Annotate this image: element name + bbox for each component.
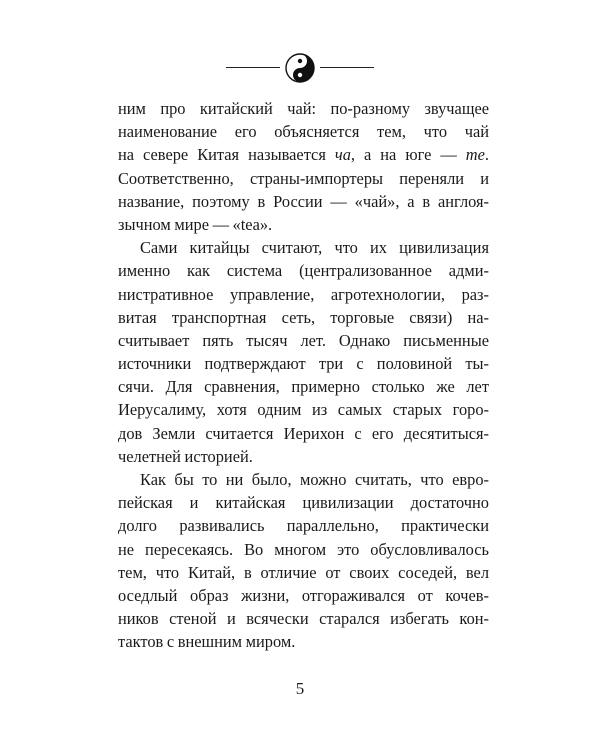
text-line: сячи. Для сравнения, примерно столько же лет — [118, 377, 489, 397]
text-line: нистративное управление, агротехнологии, раз- — [118, 284, 489, 304]
yin-yang-icon — [285, 53, 315, 83]
text-line: наименование его объясняется тем, что чай — [118, 122, 489, 142]
header-ornament — [0, 48, 600, 88]
paragraph — [118, 97, 489, 236]
text-line: источники подтверждают три с половиной ты- — [118, 354, 489, 374]
text-line: пейская и китайская цивилизации достаточно — [118, 493, 489, 513]
text-line: витая транспортная сеть, торговые связи) на- — [118, 307, 489, 327]
text-line: именно как система (централизованное адми- — [118, 261, 489, 281]
text-line: тактов с внешним миром. — [118, 632, 296, 652]
text-line: тем, что Китай, в отличие от своих соседей, вел — [118, 562, 489, 582]
body-text — [118, 97, 489, 654]
text-line: Сами китайцы считают, что их цивилизация — [140, 238, 489, 258]
paragraph — [118, 468, 489, 654]
text-line: Иерусалиму, хотя одним из самых старых горо- — [118, 400, 489, 420]
ornament-line-left — [226, 67, 280, 68]
page-number: 5 — [295, 679, 305, 698]
text-line: не пересекаясь. Во многом это обусловливалось — [118, 539, 489, 559]
text-line: оседлый образ жизни, отгораживался от кочев- — [118, 585, 489, 605]
text-line: челетней историей. — [118, 446, 253, 466]
text-line: Как бы то ни было, можно считать, что евро- — [140, 470, 489, 489]
text-line: ним про китайский чай: по-разному звучащее — [118, 99, 489, 118]
text-line: на севере Китая называется ча, а на юге — те. — [118, 145, 489, 165]
text-line: Соответственно, страны-импортеры переняли и — [118, 168, 489, 188]
text-line: ников стеной и всячески старался избегать кон- — [118, 609, 489, 629]
text-line: зычном мире — «tea». — [118, 214, 273, 234]
text-line: долго развивались параллельно, практически — [118, 516, 489, 536]
paragraph — [118, 236, 489, 468]
text-line: дов Земли считается Иерихон с его десятитыся- — [118, 423, 489, 443]
text-line: название, поэтому в России — «чай», а в англоя- — [118, 191, 489, 211]
text-line: считывает пять тысяч лет. Однако письменные — [118, 330, 489, 350]
ornament-line-right — [320, 67, 374, 68]
